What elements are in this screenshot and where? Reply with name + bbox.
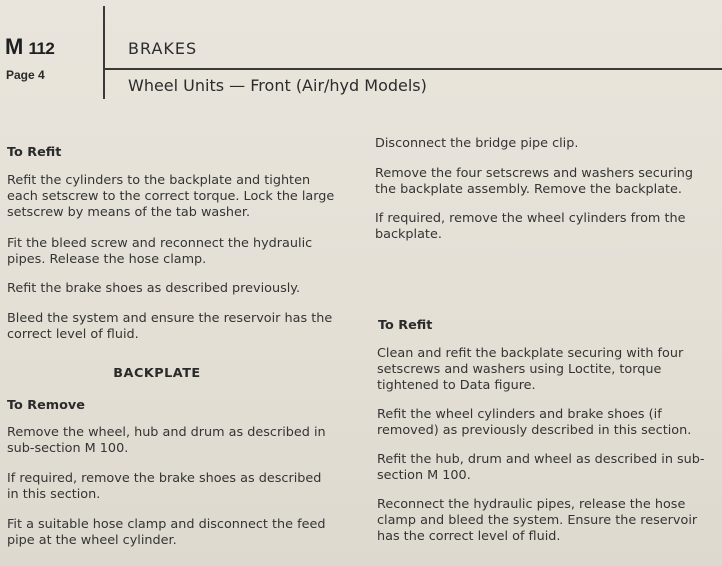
refit-paragraph-3: Refit the brake shoes as described previously. bbox=[7, 281, 301, 296]
remove-heading: To Remove bbox=[7, 398, 85, 413]
refit-paragraph-2: Fit the bleed screw and reconnect the hydraulic pipes. Release the hose clamp. bbox=[7, 236, 313, 267]
remove-paragraph-3: Fit a suitable hose clamp and disconnect the feed pipe at the wheel cylinder. bbox=[7, 517, 326, 548]
page-number: Page 4 bbox=[6, 68, 45, 82]
section-title: BRAKES bbox=[128, 39, 198, 58]
refit-heading: To Refit bbox=[7, 145, 62, 160]
right-refit-paragraph-4: Reconnect the hydraulic pipes, release the hose clamp and bleed the system. Ensure the reservoir has the correct level of fluid. bbox=[377, 497, 698, 544]
backplate-heading: BACKPLATE bbox=[113, 366, 201, 381]
right-refit-paragraph-3: Refit the hub, drum and wheel as described in sub-section M 100. bbox=[377, 452, 705, 483]
remove-paragraph-1: Remove the wheel, hub and drum as described in sub-section M 100. bbox=[7, 425, 326, 456]
section-code bbox=[5, 34, 54, 60]
header-horizontal-rule bbox=[103, 68, 722, 70]
right-paragraph-3: If required, remove the wheel cylinders from the backplate. bbox=[375, 211, 686, 242]
right-refit-paragraph-1: Clean and refit the backplate securing with four setscrews and washers using Loctite, torque tightened to Data figure. bbox=[377, 346, 684, 393]
right-refit-heading: To Refit bbox=[378, 318, 433, 333]
right-refit-paragraph-2: Refit the wheel cylinders and brake shoes (if removed) as previously described in this section. bbox=[377, 407, 692, 438]
refit-paragraph-4: Bleed the system and ensure the reservoir has the correct level of fluid. bbox=[7, 311, 333, 342]
header-vertical-rule bbox=[103, 6, 105, 99]
section-code-number: 112 bbox=[28, 39, 55, 58]
remove-paragraph-2: If required, remove the brake shoes as described in this section. bbox=[7, 471, 322, 502]
refit-paragraph-1: Refit the cylinders to the backplate and tighten each setscrew to the correct torque. Lock the large setscrew by means of the tab washer. bbox=[7, 173, 335, 220]
section-code-prefix: M bbox=[5, 34, 23, 59]
right-paragraph-1: Disconnect the bridge pipe clip. bbox=[375, 136, 579, 151]
right-paragraph-2: Remove the four setscrews and washers securing the backplate assembly. Remove the backplate. bbox=[375, 166, 693, 197]
page-subtitle: Wheel Units — Front (Air/hyd Models) bbox=[128, 76, 427, 95]
